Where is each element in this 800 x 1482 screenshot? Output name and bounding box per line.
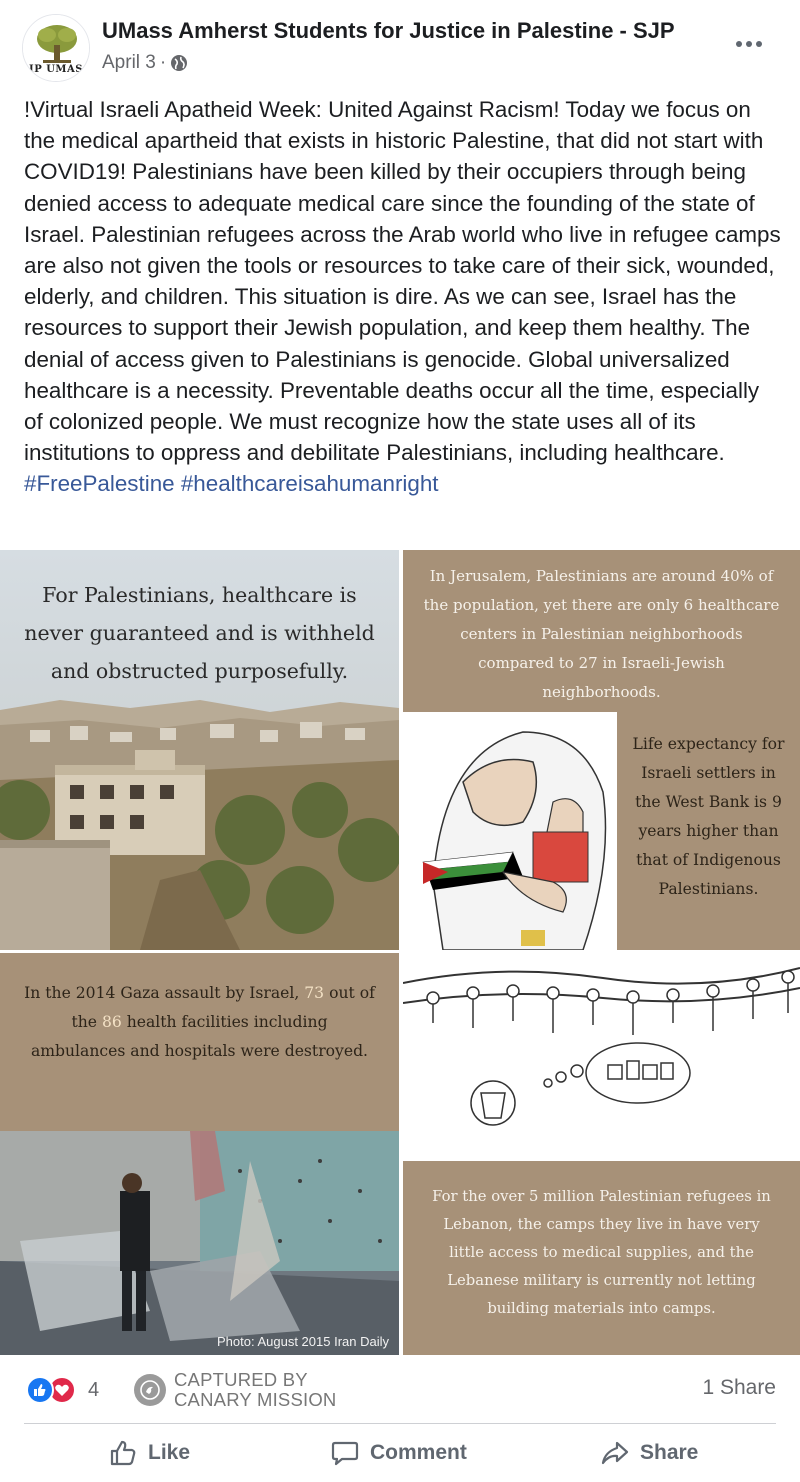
tile-jerusalem-text: In Jerusalem, Palestinians are around 40% of the population, yet there are only 6 healthcare centers in Palestinian neighborhoods compared to 27 in Israeli-Jewish neighborhoods. xyxy=(423,567,780,701)
post-meta xyxy=(102,52,188,74)
post-body-text: !Virtual Israeli Apatheid Week: United Against Racism! Today we focus on the medical apartheid that exists in historic Palestine, that did not start with COVID19! Palestinians have been killed by their occupiers through being denied access to adequate medical care since the founding of the state of Israel. Palestinian refugees across the Arab world who live in refugee camps are also not given the tools or resources to take care of their sick, wounded, elderly, and children. This situation is dire. As we can see, Israel has the resources to support their Jewish population, and keep them healthy. The denial of access given to Palestinians is genocide. Global universalized healthcare is a necessity. Preventable deaths occur all the time, especially of colonized people. We must recognize how the state uses all of its institutions to oppress and debilitate Palestinians, including healthcare. xyxy=(24,97,781,466)
keys-cartoon-image xyxy=(403,953,800,1161)
tile-cartoon-mother[interactable] xyxy=(403,712,617,950)
tile-gaza-text xyxy=(0,979,399,1066)
tile-jerusalem-stat[interactable] xyxy=(403,550,800,712)
canary-bird-icon xyxy=(134,1374,166,1406)
canary-text xyxy=(174,1370,337,1410)
comment-label: Comment xyxy=(370,1441,467,1464)
gaza-text-part1: In the 2014 Gaza assault by Israel, xyxy=(24,984,305,1002)
destroyed-hospital-image xyxy=(0,1131,399,1355)
gaza-highlight-86: 86 xyxy=(101,1013,122,1031)
thumbs-up-icon xyxy=(108,1438,138,1468)
tile-gaza-stat[interactable] xyxy=(0,953,399,1131)
globe-icon xyxy=(170,54,188,72)
share-label: Share xyxy=(640,1441,699,1464)
hashtag-healthcare[interactable]: #healthcareisahumanright xyxy=(180,471,439,497)
post-stats xyxy=(0,1366,800,1412)
meta-separator: · xyxy=(159,52,167,73)
share-count[interactable]: 1 Share xyxy=(702,1376,776,1399)
cartoon-mother-image xyxy=(403,712,617,950)
post-date[interactable]: April 3 xyxy=(102,52,156,73)
tile-destroyed-hospital[interactable] xyxy=(0,1131,399,1355)
gaza-highlight-73: 73 xyxy=(304,984,325,1002)
tile-life-expectancy[interactable] xyxy=(617,712,800,950)
post-header xyxy=(0,0,800,90)
tile-healthcare-photo[interactable] xyxy=(0,550,399,950)
avatar-caption: IP UMAS xyxy=(29,64,83,75)
photo-credit: Photo: August 2015 Iran Daily xyxy=(216,1334,389,1349)
tile-life-expectancy-text: Life expectancy for Israeli settlers in the West Bank is 9 years higher than that of Indigenous Palestinians. xyxy=(632,735,785,898)
page-name[interactable]: UMass Amherst Students for Justice in Palestine - SJP xyxy=(102,18,675,43)
hashtag-free-palestine[interactable]: #FreePalestine xyxy=(24,471,175,497)
like-button[interactable] xyxy=(108,1438,190,1468)
comment-bubble-icon xyxy=(330,1438,360,1468)
tile-keys-cartoon[interactable] xyxy=(403,953,800,1161)
post-body xyxy=(24,94,784,500)
share-button[interactable] xyxy=(600,1438,698,1468)
canary-mission-watermark xyxy=(134,1370,337,1410)
post-action-bar xyxy=(0,1428,800,1482)
comment-button[interactable] xyxy=(330,1438,467,1468)
reaction-summary[interactable] xyxy=(26,1376,99,1404)
reaction-count: 4 xyxy=(88,1378,100,1401)
gaza-text-part2: out of the xyxy=(71,984,375,1031)
actions-divider xyxy=(24,1423,776,1424)
tile-lebanon-refugees[interactable] xyxy=(403,1161,800,1355)
tile-healthcare-caption: For Palestinians, healthcare is never guaranteed and is withheld and obstructed purposefully. xyxy=(24,583,375,683)
more-options-icon[interactable] xyxy=(732,34,766,54)
canary-line2: CANARY MISSION xyxy=(174,1389,337,1410)
like-reaction-icon xyxy=(26,1376,54,1404)
tile-lebanon-text: For the over 5 million Palestinian refugees in Lebanon, the camps they live in have very little access to medical supplies, and the Lebanese military is currently not letting building materials into camps. xyxy=(432,1188,771,1317)
image-collage[interactable] xyxy=(0,550,800,1355)
canary-line1: CAPTURED BY xyxy=(174,1369,308,1390)
gaza-text-part3: health facilities including ambulances and hospitals were destroyed. xyxy=(30,1013,369,1060)
page-avatar[interactable] xyxy=(22,14,90,82)
like-label: Like xyxy=(148,1441,191,1464)
share-arrow-icon xyxy=(600,1438,630,1468)
